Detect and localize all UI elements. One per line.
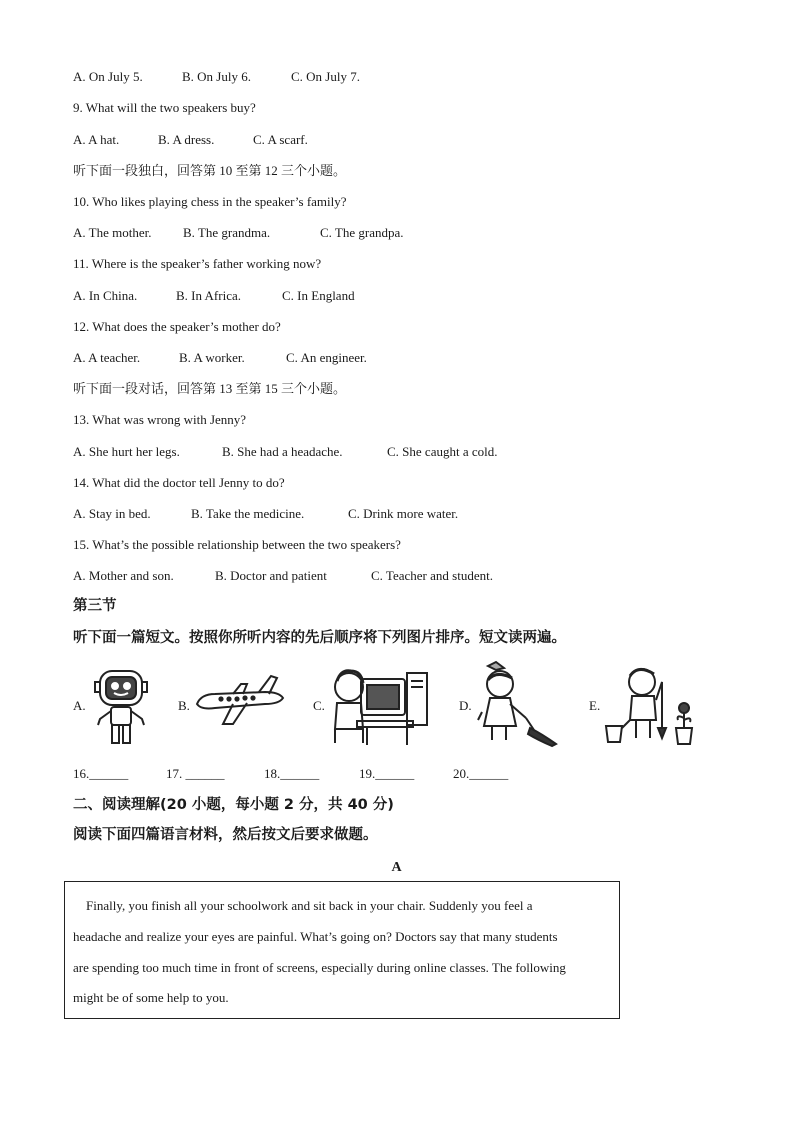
q14-option-c: C. Drink more water.	[348, 506, 459, 521]
q9-option-b: B. A dress.	[158, 132, 215, 147]
picture-e-label: E.	[589, 698, 601, 713]
q14-option-a: A. Stay in bed.	[73, 506, 151, 521]
q13-option-b: B. She had a headache.	[222, 444, 343, 459]
q14-question: 14. What did the doctor tell Jenny to do?	[73, 475, 285, 490]
part2-instruction: 阅读下面四篇语言材料，然后按文后要求做题。	[73, 827, 378, 843]
q10-question: 10. Who likes playing chess in the speaker’s family?	[73, 194, 347, 209]
blank-17: 17. ______	[166, 766, 225, 781]
airplane-icon	[193, 674, 285, 730]
q15-question: 15. What’s the possible relationship between the two speakers?	[73, 537, 401, 552]
picture-d-label: D.	[459, 698, 472, 713]
q8-option-b: B. On July 6.	[182, 69, 251, 84]
blank-19: 19.______	[359, 766, 415, 781]
q12-option-a: A. A teacher.	[73, 350, 141, 365]
q9-question: 9. What will the two speakers buy?	[73, 100, 256, 115]
q13-option-c: C. She caught a cold.	[387, 444, 498, 459]
blank-20: 20.______	[453, 766, 509, 781]
section3-title: 第三节	[73, 598, 117, 614]
picture-b-label: B.	[178, 698, 190, 713]
passage-line-4: might be of some help to you.	[73, 990, 229, 1005]
q11-option-c: C. In England	[282, 288, 355, 303]
part2-title: 二、阅读理解(20 小题，每小题 2 分，共 40 分)	[73, 797, 394, 813]
q9-option-c: C. A scarf.	[253, 132, 308, 147]
q15-option-c: C. Teacher and student.	[371, 568, 493, 583]
passage-line-1: Finally, you finish all your schoolwork and sit back in your chair. Suddenly you feel a	[73, 898, 533, 913]
q10-option-a: A. The mother.	[73, 225, 152, 240]
q10-option-b: B. The grandma.	[183, 225, 271, 240]
instruction-13-15: 听下面一段对话，回答第 13 至第 15 三个小题。	[73, 381, 347, 396]
section3-instruction: 听下面一篇短文。按照你所听内容的先后顺序将下列图片排序。短文读两遍。	[73, 630, 566, 646]
q8-option-c: C. On July 7.	[291, 69, 360, 84]
robot-icon	[92, 665, 150, 747]
q12-question: 12. What does the speaker’s mother do?	[73, 319, 281, 334]
blank-16: 16.______	[73, 766, 129, 781]
q15-option-a: A. Mother and son.	[73, 568, 174, 583]
passage-label: A	[391, 860, 402, 875]
q11-option-a: A. In China.	[73, 288, 138, 303]
q9-option-a: A. A hat.	[73, 132, 120, 147]
q11-question: 11. Where is the speaker’s father working now?	[73, 256, 322, 271]
gardening-boy-icon	[602, 662, 696, 746]
q12-option-b: B. A worker.	[179, 350, 245, 365]
q13-question: 13. What was wrong with Jenny?	[73, 412, 247, 427]
computer-kid-icon	[327, 663, 437, 747]
q12-option-c: C. An engineer.	[286, 350, 367, 365]
picture-a-label: A.	[73, 698, 86, 713]
q14-option-b: B. Take the medicine.	[191, 506, 305, 521]
q13-option-a: A. She hurt her legs.	[73, 444, 180, 459]
q10-option-c: C. The grandpa.	[320, 225, 404, 240]
vacuum-girl-icon	[476, 660, 562, 748]
passage-line-3: are spending too much time in front of screens, especially during online classes. The following	[73, 960, 566, 975]
passage-line-2: headache and realize your eyes are painful. What’s going on? Doctors say that many students	[73, 929, 558, 944]
picture-c-label: C.	[313, 698, 325, 713]
blank-18: 18.______	[264, 766, 320, 781]
q11-option-b: B. In Africa.	[176, 288, 241, 303]
passage-box	[64, 881, 620, 1019]
q8-option-a: A. On July 5.	[73, 69, 143, 84]
q15-option-b: B. Doctor and patient	[215, 568, 327, 583]
instruction-10-12: 听下面一段独白，回答第 10 至第 12 三个小题。	[73, 163, 347, 178]
